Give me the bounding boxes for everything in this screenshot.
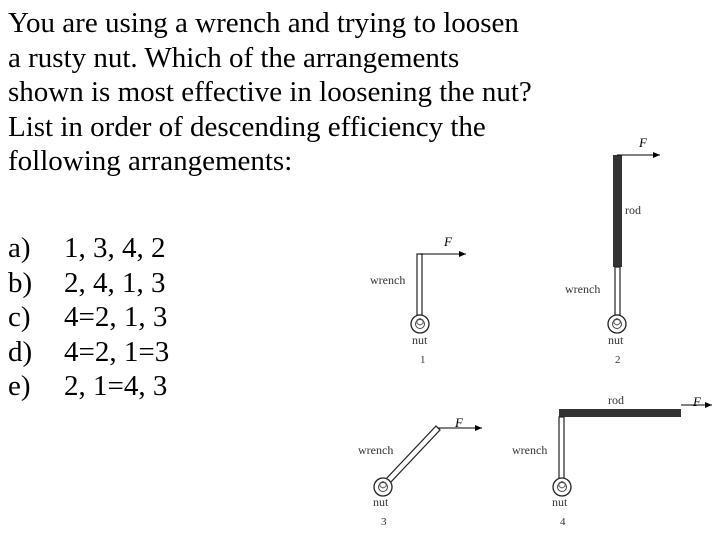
nut-label: nut	[412, 333, 428, 347]
force-label: F	[444, 234, 452, 249]
force-label: F	[455, 415, 463, 430]
question-line: shown is most effective in loosening the nut?	[8, 76, 532, 108]
figure-2	[565, 135, 660, 366]
figure-number: 4	[560, 516, 566, 528]
wrench-label: wrench	[512, 443, 548, 457]
rod-2	[613, 155, 622, 267]
nut-label: nut	[552, 495, 568, 509]
wrench-4	[553, 417, 571, 496]
figure-number: 1	[420, 354, 426, 366]
figure-3	[358, 415, 482, 528]
wrench-2	[608, 267, 626, 333]
figure-number: 3	[381, 516, 387, 528]
nut-label: nut	[608, 333, 624, 347]
rod-label: rod	[625, 203, 641, 217]
question-line: following arrangements:	[8, 145, 293, 177]
option-text: 2, 4, 1, 3	[64, 266, 166, 299]
figure-4	[512, 393, 712, 528]
wrench-label: wrench	[565, 282, 601, 296]
wrench-3	[374, 426, 440, 496]
wrench-label: wrench	[358, 443, 394, 457]
option-letter: b)	[8, 266, 33, 299]
option-text: 2, 1=4, 3	[64, 370, 168, 402]
option-letter: c)	[8, 301, 31, 333]
force-label: F	[693, 394, 701, 409]
option-text: 4=2, 1=3	[64, 335, 170, 368]
question-line: You are using a wrench and trying to loosen	[8, 7, 519, 39]
figure-1	[370, 234, 466, 366]
rod-4	[559, 409, 681, 417]
nut-label: nut	[373, 495, 389, 509]
figure-number: 2	[615, 354, 621, 366]
rod-label: rod	[608, 393, 624, 407]
option-text: 4=2, 1, 3	[64, 301, 168, 333]
option-text: 1, 3, 4, 2	[64, 232, 166, 264]
option-letter: d)	[8, 335, 33, 368]
wrench-1	[411, 254, 429, 333]
question-line: a rusty nut. Which of the arrangements	[8, 41, 460, 74]
force-label: F	[639, 135, 647, 150]
wrench-label: wrench	[370, 273, 406, 287]
option-letter: a)	[8, 232, 31, 264]
option-letter: e)	[8, 370, 31, 402]
question-line: List in order of descending efficiency the	[8, 110, 486, 143]
